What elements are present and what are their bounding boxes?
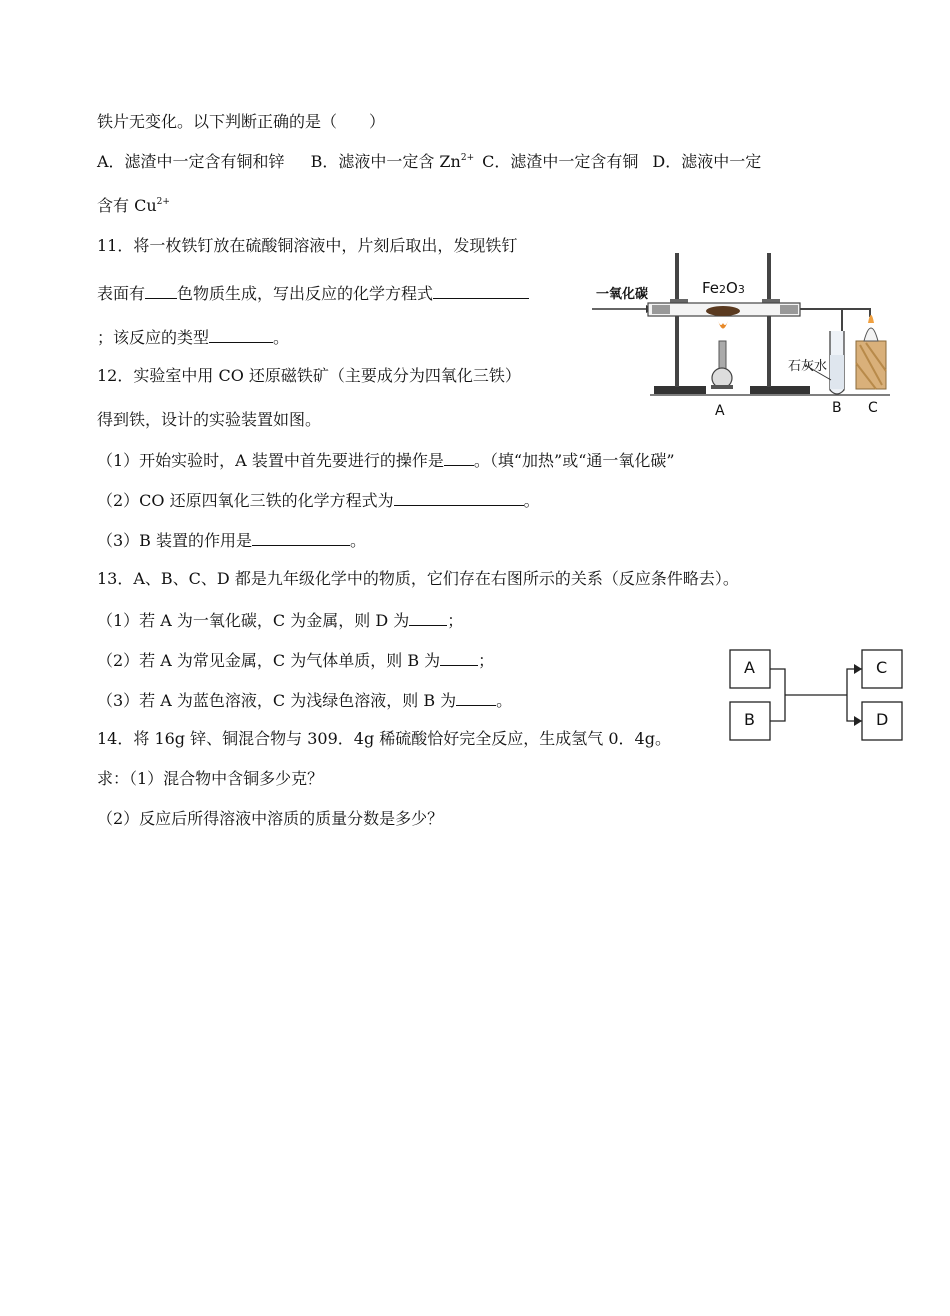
q13-sub2: （2）若 A 为常见金属，C 为气体单质，则 B 为 ； (97, 651, 495, 670)
limewater-label: 石灰水 (788, 359, 828, 374)
q11-line2: 表面有 色物质生成，写出反应的化学方程式 (97, 282, 529, 304)
q10-option-d: D．滤液中一定 (652, 152, 762, 171)
apparatus-figure (590, 245, 900, 425)
q11-blank-color[interactable] (145, 282, 177, 299)
iron-oxide-label: Fe2O3 (702, 279, 745, 297)
stand-base-right (750, 386, 810, 394)
stand-rod-left (675, 253, 679, 387)
q13-sub3: （3）若 A 为蓝色溶液，C 为浅绿色溶液，则 B 为 。 (97, 691, 513, 710)
relation-diagram (728, 648, 906, 744)
q10-option-b: B．滤液中一定含 $Zn^{2+}$ (310, 152, 475, 171)
q11-stem: 11．将一枚铁钉放在硫酸铜溶液中，片刻后取出，发现铁钉 (97, 236, 518, 255)
q12-blank-2[interactable] (394, 489, 524, 506)
q10-stem: 铁片无变化。以下判断正确的是（ ） (97, 112, 386, 131)
q10-options (97, 152, 761, 172)
q13-blank-3[interactable] (456, 689, 496, 706)
q10-option-d-cont: 含有 $Cu^{2+}$ (97, 196, 170, 215)
box-c-label: C (876, 658, 888, 677)
q14-sub2: （2）反应后所得溶液中溶质的质量分数是多少？ (97, 809, 444, 828)
q10-option-a: A．滤渣中一定含有铜和锌 (97, 152, 285, 171)
q11-blank-equation[interactable] (433, 282, 529, 299)
q11-line3: ；该反应的类型 。 (97, 328, 290, 347)
box-b-label: B (744, 710, 755, 729)
gas-label: 一氧化碳 (596, 287, 649, 302)
q14-sub1: 求：（1）混合物中含铜多少克？ (97, 769, 324, 788)
stand-base-left (654, 386, 706, 394)
stand-rod-right (767, 253, 771, 387)
lamp-c-glass (864, 328, 878, 341)
q14-stem: 14．将 16g 锌、铜混合物与 309．4g 稀硫酸恰好完全反应，生成氢气 0．4g。 (97, 729, 671, 748)
apparatus-drawing (590, 245, 900, 425)
q13-blank-2[interactable] (440, 649, 478, 666)
q12-sub1: （1）开始实验时，A 装置中首先要进行的操作是 。（填“加热”或“通一氧化碳” (97, 451, 675, 470)
q12-stem: 12．实验室中用 CO 还原磁铁矿（主要成分为四氧化三铁） (97, 366, 521, 385)
q12-stem-cont: 得到铁，设计的实验装置如图。 (97, 410, 322, 429)
box-d-label: D (876, 710, 889, 729)
lamp-c-flame (868, 315, 874, 323)
arrow-to-d (854, 716, 862, 726)
q12-blank-3[interactable] (252, 529, 350, 546)
q13-blank-1[interactable] (409, 609, 447, 626)
q10-option-c: C．滤渣中一定含有铜 (482, 152, 639, 171)
apparatus-label-a: A (715, 403, 725, 419)
box-a-label: A (744, 658, 755, 677)
burner-flame (717, 317, 729, 329)
q13-sub1: （1）若 A 为一氧化碳，C 为金属，则 D 为 ； (97, 611, 464, 630)
q12-sub3: （3）B 装置的作用是 。 (97, 531, 367, 550)
apparatus-label-b: B (832, 400, 842, 416)
q12-sub2: （2）CO 还原四氧化三铁的化学方程式为 。 (97, 491, 540, 510)
q11-blank-type[interactable] (209, 326, 273, 343)
q13-stem: 13．A、B、C、D 都是九年级化学中的物质，它们存在右图所示的关系（反应条件略去）。 (97, 569, 739, 588)
q12-blank-1[interactable] (444, 449, 474, 466)
apparatus-label-c: C (868, 400, 878, 416)
arrow-to-c (854, 664, 862, 674)
iron-oxide-sample (706, 306, 740, 316)
